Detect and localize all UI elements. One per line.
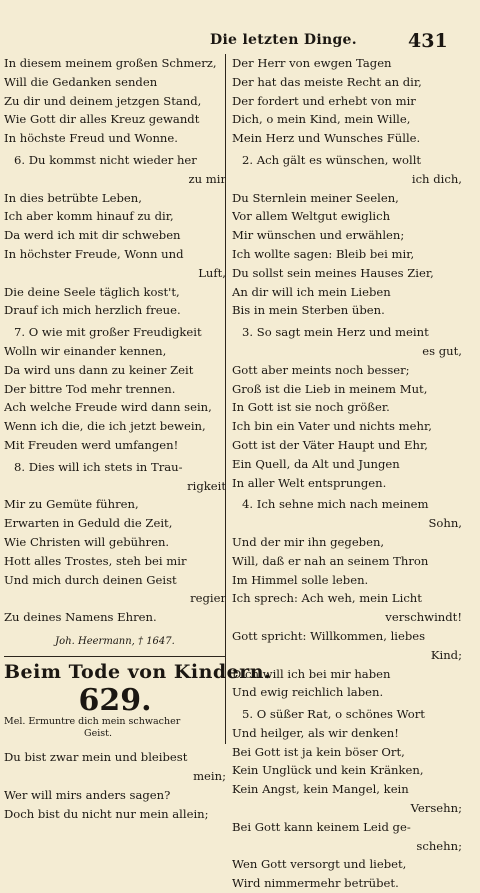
verse-line: Wie Christen will gebühren. (4, 534, 170, 549)
verse-line: mein; (193, 769, 226, 784)
verse-line: Versehn; (410, 801, 462, 816)
verse-line: 8. Dies will ich stets in Trau- (14, 459, 183, 474)
verse-line: Du bist zwar mein und bleibest (4, 750, 188, 765)
verse-line: Dich will ich bei mir haben (232, 666, 391, 681)
verse-line: es gut, (422, 343, 462, 358)
verse-line: Und der mir ihn gegeben, (232, 534, 385, 549)
stanza-8 (4, 458, 226, 627)
verse-line: Sohn, (428, 516, 462, 531)
verse-line: Kein Angst, kein Mangel, kein (232, 782, 409, 797)
stanza-3 (232, 323, 462, 492)
left-column (4, 54, 272, 823)
verse-line: In Gott ist sie noch größer. (232, 400, 390, 415)
melody-line: Geist. (84, 728, 112, 740)
page-header (0, 28, 480, 54)
verse-line: regier (190, 591, 226, 606)
verse-line: 3. So sagt mein Herz und meint (242, 325, 429, 340)
melody-line: Mel. Ermuntre dich mein schwacher (4, 716, 181, 728)
verse-line: zu mir (188, 171, 226, 186)
verse-line: Da wird uns dann zu keiner Zeit (4, 362, 194, 377)
verse-line: Der bittre Tod mehr trennen. (4, 381, 176, 396)
verse-line: Bis in mein Sterben üben. (232, 303, 385, 318)
running-title: Die letzten Dinge. (210, 32, 357, 48)
verse-line: Will die Gedanken senden (4, 74, 158, 89)
stanza-1-continuation (232, 54, 462, 148)
verse-line: Ich aber komm hinauf zu dir, (4, 209, 174, 224)
verse-line: Gott spricht: Willkommen, liebes (232, 628, 426, 643)
verse-line: Kein Unglück und kein Kränken, (232, 763, 424, 778)
verse-line: Wer will mirs anders sagen? (4, 787, 171, 802)
verse-line: Ach welche Freude wird dann sein, (4, 400, 212, 415)
verse-line: rigkeit (187, 478, 226, 493)
verse-line: Mein Herz und Wunsches Fülle. (232, 131, 421, 146)
verse-line: Der hat das meiste Recht an dir, (232, 74, 422, 89)
verse-line: Drauf ich mich herzlich freue. (4, 303, 181, 318)
melody-note (4, 716, 226, 740)
verse-line: Und mich durch deinen Geist (4, 572, 177, 587)
verse-line: Und heilger, als wir denken! (232, 725, 399, 740)
verse-line: Wen Gott versorgt und liebet, (232, 857, 407, 872)
verse-line: Gott aber meints noch besser; (232, 362, 410, 377)
verse-line: Mit Freuden werd umfangen! (4, 437, 179, 452)
verse-line: Dich, o mein Kind, mein Wille, (232, 112, 411, 127)
author-attribution: Joh. Heermann, † 1647. (55, 635, 175, 647)
verse-line: 6. Du kommst nicht wieder her (14, 152, 197, 167)
verse-line: Wenn ich die, die ich jetzt bewein, (4, 419, 206, 434)
verse-line: In aller Welt entsprungen. (232, 475, 387, 490)
verse-line: Im Himmel solle leben. (232, 572, 369, 587)
stanza-5 (232, 705, 462, 893)
verse-line: ich dich, (411, 171, 462, 186)
right-column (232, 54, 462, 893)
verse-line: 4. Ich sehne mich nach meinem (242, 497, 429, 512)
stanza-4 (232, 495, 462, 702)
verse-line: Die deine Seele täglich kost't, (4, 284, 180, 299)
verse-line: 2. Ach gält es wünschen, wollt (242, 152, 422, 167)
verse-line: In höchste Freud und Wonne. (4, 131, 178, 146)
verse-line: Ein Quell, da Alt und Jungen (232, 456, 400, 471)
section-title: Beim Tode von Kindern. (4, 660, 272, 683)
verse-line: Hott alles Trostes, steh bei mir (4, 553, 187, 568)
verse-line: schehn; (416, 838, 462, 853)
verse-line: Kind; (430, 647, 462, 662)
verse-line: Wird nimmermehr betrübet. (232, 876, 399, 891)
verse-line: Ich bin ein Vater und nichts mehr, (232, 419, 432, 434)
verse-line: Gott ist der Väter Haupt und Ehr, (232, 437, 428, 452)
verse-line: Groß ist die Lieb in meinem Mut, (232, 381, 428, 396)
verse-line: Da werd ich mit dir schweben (4, 228, 181, 243)
verse-line: Erwarten in Geduld die Zeit, (4, 516, 173, 531)
hymn-number: 629. (78, 682, 152, 718)
stanza-2 (232, 151, 462, 320)
verse-line: In dies betrübte Leben, (4, 190, 142, 205)
verse-line: In höchster Freude, Wonn und (4, 246, 184, 261)
verse-line: verschwindt! (385, 610, 462, 625)
verse-line: Wolln wir einander kennen, (4, 343, 167, 358)
verse-line: 5. O süßer Rat, o schönes Wort (242, 707, 425, 722)
verse-line: Bei Gott kann keinem Leid ge- (232, 819, 411, 834)
verse-line: 7. O wie mit großer Freudigkeit (14, 325, 202, 340)
verse-line: Der Herr von ewgen Tagen (232, 56, 392, 70)
verse-line: Luft, (198, 265, 226, 280)
verse-line: Und ewig reichlich laben. (232, 685, 384, 700)
verse-line: Ich wollte sagen: Bleib bei mir, (232, 246, 415, 261)
verse-line: Doch bist du nicht nur mein allein; (4, 806, 209, 821)
verse-line: Du sollst sein meines Hauses Zier, (232, 265, 434, 280)
stanza-1 (4, 748, 226, 823)
verse-line: Vor allem Weltgut ewiglich (232, 209, 391, 224)
verse-line: Zu dir und deinem jetzgen Stand, (4, 93, 202, 108)
verse-line: An dir will ich mein Lieben (232, 284, 391, 299)
section-rule (4, 656, 226, 657)
verse-line: Du Sternlein meiner Seelen, (232, 190, 399, 205)
verse-line: Wie Gott dir alles Kreuz gewandt (4, 112, 200, 127)
stanza-6 (4, 151, 226, 320)
hymn-628-continuation (4, 54, 226, 148)
verse-line: Will, daß er nah an seinem Thron (232, 553, 429, 568)
stanza-7 (4, 323, 226, 455)
verse-line: Mir wünschen und erwählen; (232, 228, 405, 243)
verse-line: Ich sprech: Ach weh, mein Licht (232, 591, 422, 606)
page-number: 431 (408, 30, 448, 52)
verse-line: Bei Gott ist ja kein böser Ort, (232, 744, 405, 759)
verse-line: Zu deines Namens Ehren. (4, 610, 157, 625)
verse-line: In diesem meinem großen Schmerz, (4, 56, 217, 70)
verse-line: Mir zu Gemüte führen, (4, 497, 139, 512)
verse-line: Der fordert und erhebt von mir (232, 93, 416, 108)
